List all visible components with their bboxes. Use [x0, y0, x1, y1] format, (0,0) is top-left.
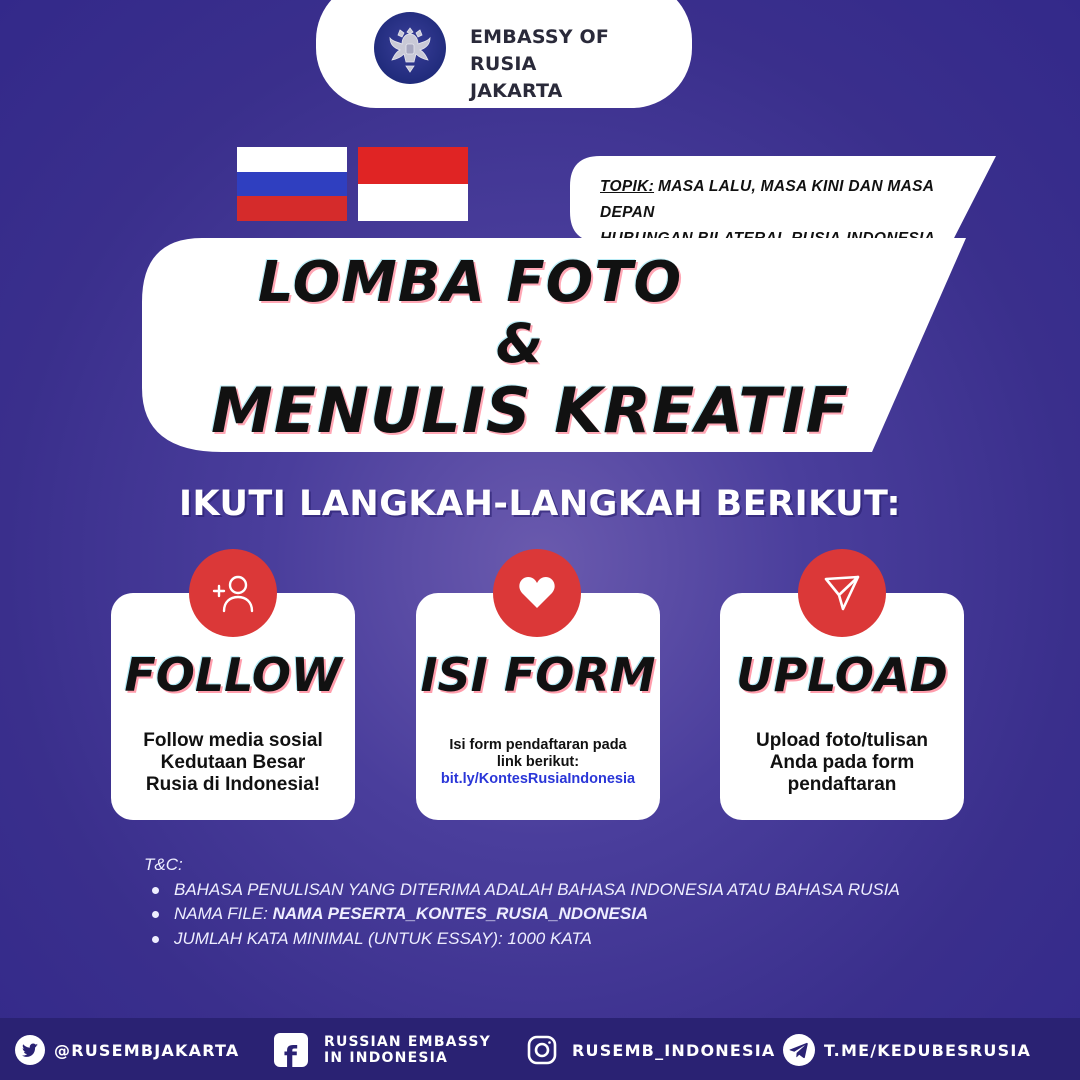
telegram-link[interactable] [782, 1030, 1031, 1070]
add-user-icon [189, 549, 277, 637]
terms-item-label: NAMA FILE: [174, 904, 268, 923]
twitter-handle: @RUSEMBJAKARTA [54, 1040, 240, 1060]
russia-flag [237, 147, 347, 221]
double-headed-eagle-icon [374, 12, 446, 84]
facebook-icon: f [274, 1033, 308, 1067]
step-desc-line: pendaftaran [787, 774, 897, 795]
step-title-follow: FOLLOW [124, 648, 342, 702]
terms-item: JUMLAH KATA MINIMAL (UNTUK ESSAY): 1000 KATA [144, 927, 984, 952]
telegram-handle: T.ME/KEDUBESRUSIA [824, 1040, 1032, 1060]
facebook-link[interactable] [274, 1030, 491, 1076]
facebook-name-line1: RUSSIAN EMBASSY [324, 1034, 491, 1050]
instagram-link[interactable] [526, 1030, 776, 1070]
terms-item [144, 902, 984, 927]
heart-icon [493, 549, 581, 637]
topic-line1: MASA LALU, MASA KINI DAN MASA DEPAN [600, 178, 934, 221]
embassy-title-line2: JAKARTA [470, 80, 563, 102]
title-line1: LOMBA FOTO [257, 250, 683, 315]
step-desc-line: link berikut: [496, 754, 580, 770]
step-desc-form [423, 737, 653, 788]
topic-label: TOPIK: [600, 178, 655, 195]
terms-heading: T&C: [144, 855, 183, 874]
instagram-icon [526, 1034, 558, 1066]
registration-link[interactable]: bit.ly/KontesRusiaIndonesia [440, 771, 636, 787]
title-line3: MENULIS KREATIF [211, 374, 849, 447]
facebook-name [324, 1034, 491, 1066]
step-desc-line: Anda pada form [769, 752, 915, 773]
terms-item: BAHASA PENULISAN YANG DITERIMA ADALAH BAHASA INDONESIA ATAU BAHASA RUSIA [144, 878, 984, 903]
title-line2: & [495, 312, 545, 375]
telegram-icon [782, 1033, 816, 1067]
step-desc-line: Kedutaan Besar [160, 752, 306, 773]
facebook-name-line2: IN INDONESIA [324, 1050, 449, 1066]
step-desc-line: Isi form pendaftaran pada [449, 737, 627, 753]
step-title-form: ISI FORM [420, 648, 656, 702]
step-desc-upload [727, 730, 957, 796]
embassy-title-line1: EMBASSY OF RUSIA [470, 26, 610, 75]
twitter-link[interactable] [14, 1030, 239, 1070]
terms-item-value: NAMA PESERTA_KONTES_RUSIA_NDONESIA [272, 904, 649, 923]
step-title-upload: UPLOAD [736, 648, 948, 702]
steps-heading: IKUTI LANGKAH-LANGKAH BERIKUT: [178, 484, 901, 524]
embassy-title [470, 24, 680, 105]
indonesia-flag [358, 147, 468, 221]
send-icon [798, 549, 886, 637]
step-desc-line: Follow media sosial [143, 730, 323, 751]
step-desc-line: Upload foto/tulisan [755, 730, 929, 751]
step-desc-follow [118, 730, 348, 796]
twitter-icon [14, 1034, 46, 1066]
terms-list [144, 878, 984, 952]
terms-section [144, 853, 984, 951]
instagram-handle: RUSEMB_INDONESIA [572, 1040, 776, 1060]
step-desc-line: Rusia di Indonesia! [145, 774, 321, 795]
